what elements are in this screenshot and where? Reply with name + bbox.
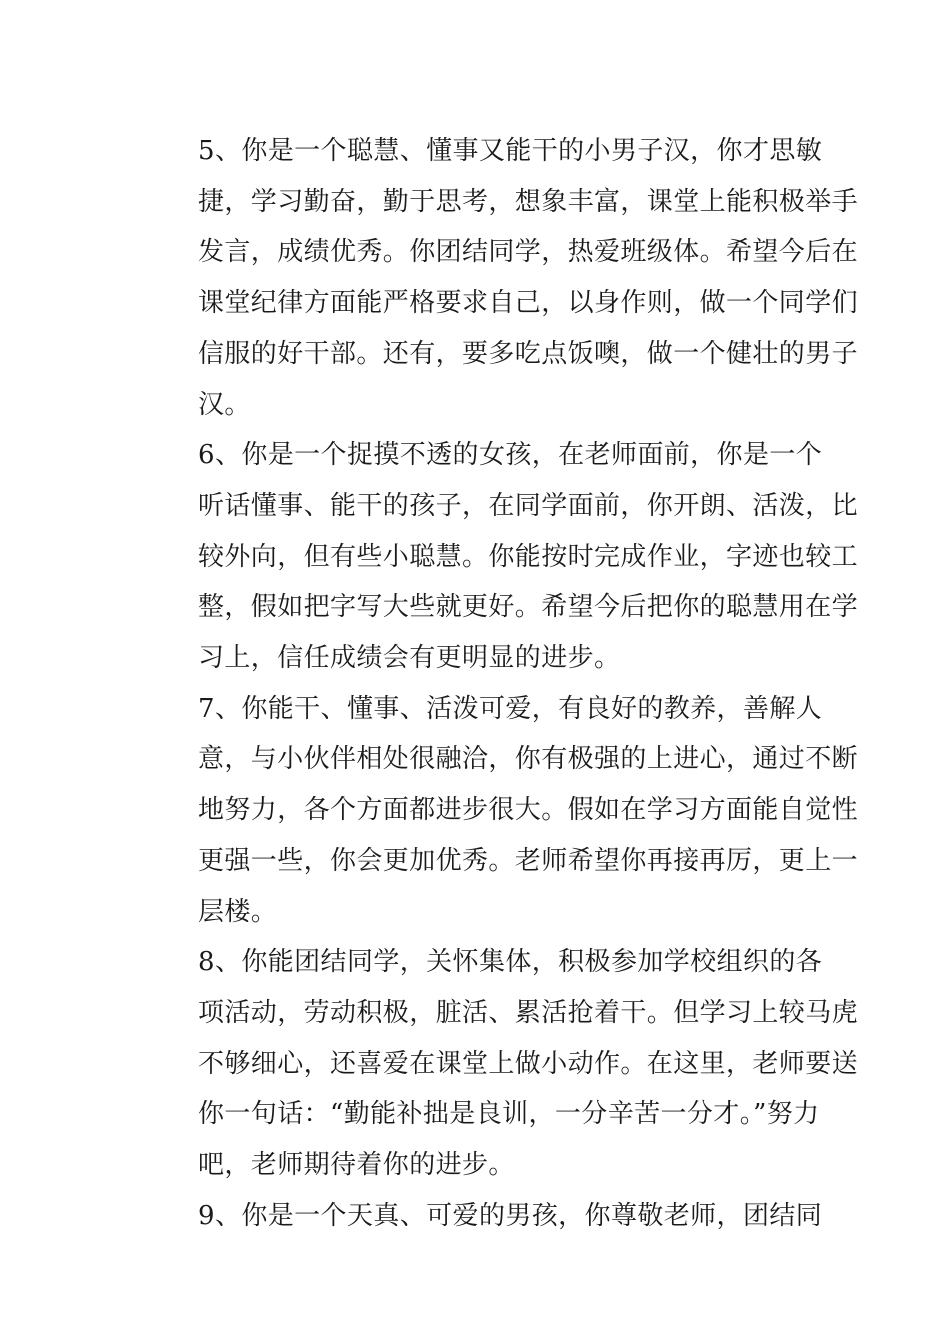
- paragraph-line: 层楼。: [198, 896, 278, 927]
- paragraph-line: 7、你能干、懂事、活泼可爱，有良好的教养，善解人: [198, 693, 823, 724]
- paragraph-line: 更强一些，你会更加优秀。老师希望你再接再厉，更上一: [198, 845, 859, 876]
- paragraph-line: 5、你是一个聪慧、懂事又能干的小男子汉，你才思敏: [198, 136, 823, 166]
- paragraph-line: 吧，老师期待着你的进步。: [198, 1150, 515, 1181]
- paragraph-line: 捷，学习勤奋，勤于思考，想象丰富，课堂上能积极举手: [198, 186, 859, 217]
- paragraph-line: 项活动，劳动积极，脏活、累活抢着干。但学习上较马虎: [198, 997, 859, 1028]
- comment-paragraph-6: [146, 430, 859, 684]
- paragraph-line: 课堂纪律方面能严格要求自己，以身作则，做一个同学们: [198, 288, 859, 319]
- paragraph-line: 6、你是一个捉摸不透的女孩，在老师面前，你是一个: [198, 440, 823, 471]
- paragraph-line: 发言，成绩优秀。你团结同学，热爱班级体。希望今后在: [198, 237, 859, 268]
- paragraph-line: 习上，信任成绩会有更明显的进步。: [198, 643, 621, 674]
- paragraph-line: 意，与小伙伴相处很融洽，你有极强的上进心，通过不断: [198, 744, 859, 775]
- comment-paragraph-9: [146, 1191, 823, 1242]
- paragraph-line: 9、你是一个天真、可爱的男孩，你尊敬老师，团结同: [198, 1200, 823, 1231]
- paragraph-line: 听话懂事、能干的孩子，在同学面前，你开朗、活泼，比: [198, 490, 859, 521]
- paragraph-line: 不够细心，还喜爱在课堂上做小动作。在这里，老师要送: [198, 1048, 859, 1079]
- paragraph-line: 你一句话：“勤能补拙是良训，一分辛苦一分才。”努力: [198, 1099, 820, 1130]
- paragraph-line: 地努力，各个方面都进步很大。假如在学习方面能自觉性: [198, 795, 859, 826]
- comment-paragraph-8: [146, 937, 859, 1191]
- comment-paragraph-7: [146, 684, 859, 938]
- comment-paragraph-5: [146, 126, 859, 430]
- paragraph-line: 汉。: [198, 389, 251, 420]
- paragraph-line: 8、你能团结同学，关怀集体，积极参加学校组织的各: [198, 947, 823, 978]
- paragraph-line: 信服的好干部。还有，要多吃点饭噢，做一个健壮的男子: [198, 338, 859, 369]
- paragraph-line: 整，假如把字写大些就更好。希望今后把你的聪慧用在学: [198, 592, 859, 623]
- document-body: [146, 126, 859, 1241]
- paragraph-line: 较外向，但有些小聪慧。你能按时完成作业，字迹也较工: [198, 541, 859, 572]
